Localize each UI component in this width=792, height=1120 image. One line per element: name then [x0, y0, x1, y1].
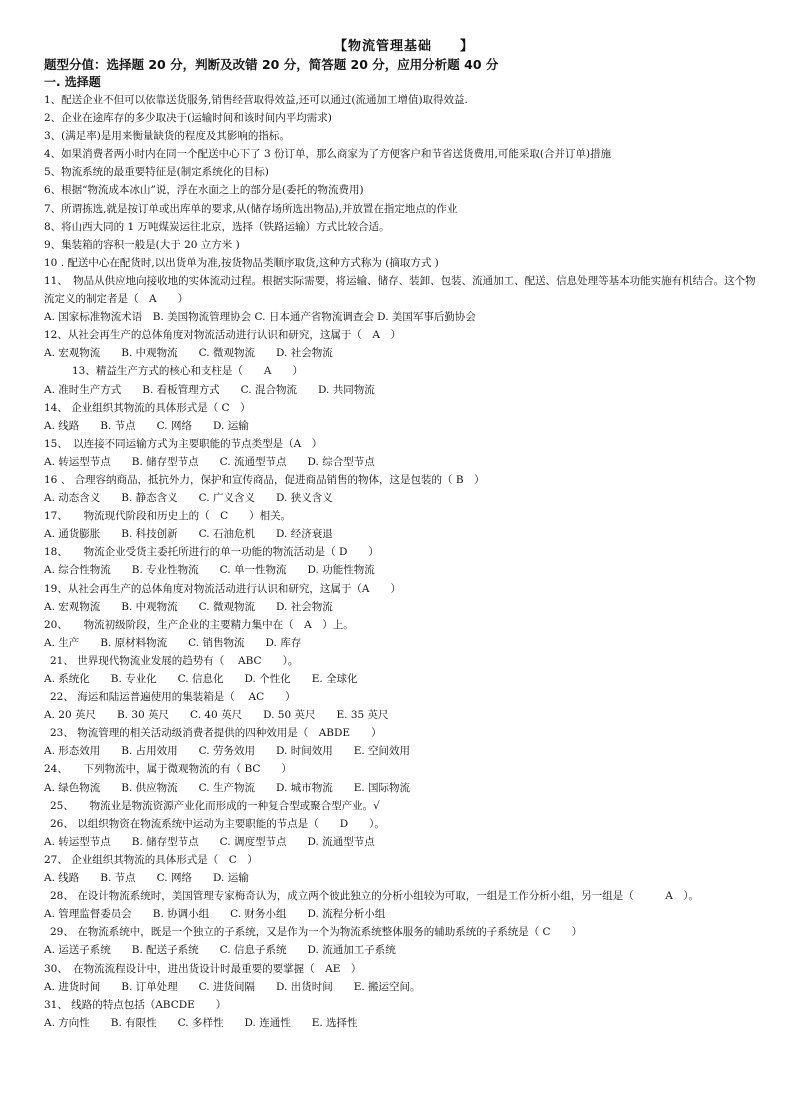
options-12: A. 宏观物流 B. 中观物流 C. 微观物流 D. 社会物流	[44, 347, 333, 360]
options-17: A. 通货膨胀 B. 科技创新 C. 石油危机 D. 经济衰退	[44, 528, 333, 541]
document-title: 【物流管理基础 】	[333, 39, 474, 54]
options-23: A. 形态效用 B. 占用效用 C. 劳务效用 D. 时间效用 E. 空间效用	[44, 745, 411, 758]
question-28: 28、 在设计物流系统时，美国管理专家梅奇认为，成立两个彼此独立的分析小组较为可取，一组是工作分析小组，另一组是（ A ）。	[50, 890, 700, 903]
options-30: A. 进货时间 B. 订单处理 C. 进货间隔 D. 出货时间 E. 搬运空间。	[44, 980, 421, 993]
options-21: A. 系统化 B. 专业化 C. 信息化 D. 个性化 E. 全球化	[44, 673, 358, 685]
options-22: A. 20 英尺 B. 30 英尺 C. 40 英尺 D. 50 英尺 E. 35 英尺	[44, 709, 389, 722]
question-1: 1、配送企业不但可以依靠送货服务,销售经营取得效益,还可以通过(流通加工增值)取得效益.	[44, 94, 468, 106]
question-23: 23、 物流管理的相关活动级消费者提供的四种效用是（ ABDE ）	[50, 727, 382, 740]
question-31: 31、 线路的特点包括（ABCDE ）	[44, 998, 227, 1011]
question-9: 9、集装箱的容积一般是(大于 20 立方米 )	[44, 238, 240, 251]
options-26: A. 转运型节点 B. 储存型节点 C. 调度型节点 D. 流通型节点	[44, 835, 375, 848]
question-3: 3、(满足率)是用来衡量缺货的程度及其影响的指标。	[44, 130, 290, 143]
options-24: A. 绿色物流 B. 供应物流 C. 生产物流 D. 城市物流 E. 国际物流	[44, 781, 411, 794]
options-31: A. 方向性 B. 有限性 C. 多样性 D. 连通性 E. 选择性	[44, 1016, 358, 1029]
options-11: A. 国家标准物流术语 B. 美国物流管理协会 C. 日本通产省物流调查会 D. 美国军事后勤协会	[44, 311, 476, 324]
question-20: 20、 物流初级阶段，生产企业的主要精力集中在（ A ）上。	[44, 618, 354, 631]
question-27: 27、 企业组织其物流的具体形式是（ C ）	[44, 853, 258, 866]
score-distribution: 题型分值：选择题 20 分，判断及改错 20 分，简答题 20 分，应用分析题 40 分	[44, 57, 499, 72]
options-19: A. 宏观物流 B. 中观物流 C. 微观物流 D. 社会物流	[44, 600, 333, 613]
question-2: 2、企业在途库存的多少取决于(运输时间和该时间内平均需求)	[44, 112, 332, 125]
options-20: A. 生产 B. 原材料物流 C. 销售物流 D. 库存	[44, 636, 302, 649]
question-30: 30、 在物流流程设计中，进出货设计时最重要的要掌握（ AE ）	[44, 962, 362, 975]
question-16: 16 、 合理容纳商品，抵抗外力，保护和宣传商品，促进商品销售的物体，这是包装的（ B ）	[44, 473, 485, 486]
question-17: 17、 物流现代阶段和历史上的（ C ）相关。	[44, 510, 292, 523]
options-18: A. 综合性物流 B. 专业性物流 C. 单一性物流 D. 功能性物流	[44, 564, 375, 577]
question-21: 21、 世界现代物流业发展的趋势有（ ABC ）。	[50, 654, 299, 667]
document-page	[44, 38, 764, 1032]
options-27: A. 线路 B. 节点 C. 网络 D. 运输	[44, 872, 249, 885]
question-26: 26、 以组织物资在物流系统中运动为主要职能的节点是（ D ）。	[50, 817, 385, 830]
question-22: 22、 海运和陆运普遍使用的集装箱是（ AC ）	[50, 691, 296, 704]
question-11: 11、 物品从供应地向接收地的实体流动过程。根据实际需要，将运输、储存、装卸、包装、流通加工、配送、信息处理等基本功能实施有机结合。这个物流定义的制定者是（ A ）	[44, 274, 756, 306]
question-4: 4、如果消费者两小时内在同一个配送中心下了 3 份订单，那么商家为了方便客户和节省送货费用,可能采取(合并订单)措施	[44, 148, 612, 161]
question-25: 25、 物流业是物流资源产业化而形成的一种复合型或聚合型产业。√	[50, 799, 380, 812]
question-14: 14、 企业组织其物流的具体形式是（ C ）	[44, 401, 251, 414]
options-28: A. 管理监督委员会 B. 协调小组 C. 财务小组 D. 流程分析小组	[44, 908, 386, 921]
question-10: 10 . 配送中心在配货时,以出货单为准,按货物品类顺序取货,这种方式称为 (摘取方式 )	[44, 256, 439, 269]
question-13: 13、精益生产方式的核心和支柱是（ A ）	[72, 365, 303, 378]
options-13: A. 准时生产方式 B. 看板管理方式 C. 混合物流 D. 共同物流	[44, 383, 375, 396]
question-19: 19、从社会再生产的总体角度对物流活动进行认识和研究，这属于（A ）	[44, 582, 401, 595]
question-29: 29、 在物流系统中，既是一个独立的子系统，又是作为一个为物流系统整体服务的辅助系统的子系统是（ C ）	[50, 926, 583, 939]
section-heading-choice: 一. 选择题	[44, 75, 101, 89]
question-12: 12、从社会再生产的总体角度对物流活动进行认识和研究，这属于（ A ）	[44, 329, 401, 342]
options-29: A. 运送子系统 B. 配送子系统 C. 信息子系统 D. 流通加工子系统	[44, 944, 396, 957]
question-7: 7、所谓拣选,就是按订单或出库单的要求,从(储存场所选出物品),并放置在指定地点的作业	[44, 202, 458, 215]
question-15: 15、 以连接不同运输方式为主要职能的节点类型是（A ）	[44, 437, 323, 450]
question-24: 24、 下列物流中，属于微观物流的有（ BC ）	[44, 763, 292, 776]
question-6: 6、根据“物流成本冰山”说，浮在水面之上的部分是(委托的物流费用)	[44, 184, 364, 197]
question-18: 18、 物流企业受货主委托所进行的单一功能的物流活动是（ D ）	[44, 546, 379, 559]
options-14: A. 线路 B. 节点 C. 网络 D. 运输	[44, 419, 249, 432]
options-15: A. 转运型节点 B. 储存型节点 C. 流通型节点 D. 综合型节点	[44, 455, 375, 468]
question-5: 5、物流系统的最重要特征是(制定系统化的目标)	[44, 166, 269, 179]
question-8: 8、将山西大同的 1 万吨煤炭运往北京，选择（铁路运输）方式比较合适。	[44, 220, 390, 233]
options-16: A. 动态含义 B. 静态含义 C. 广义含义 D. 狭义含义	[44, 492, 333, 505]
